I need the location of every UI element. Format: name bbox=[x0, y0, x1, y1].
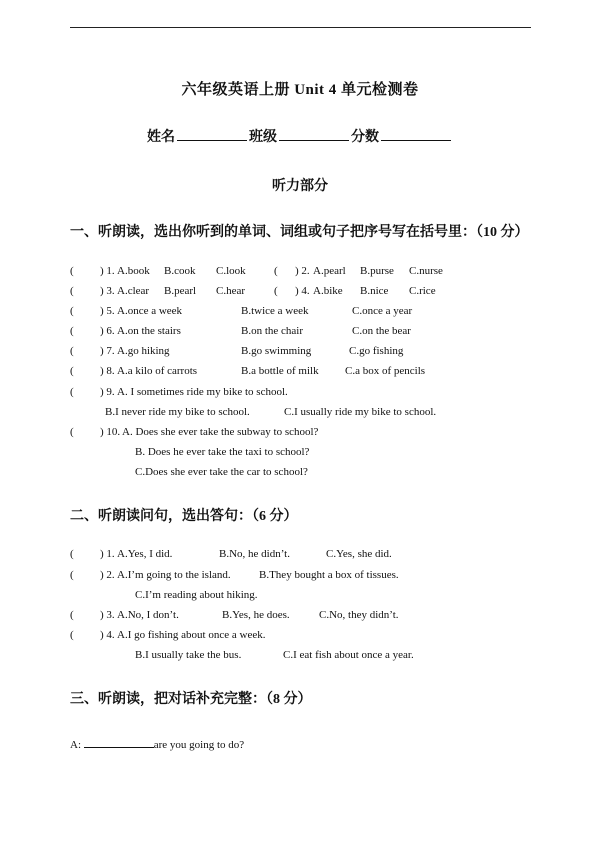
q6-number: ) 6. bbox=[100, 325, 115, 337]
q2-option-c: C.nurse bbox=[409, 265, 443, 277]
s2-q2-option-c: C.I’m reading about hiking. bbox=[135, 589, 258, 601]
q5-number: ) 5. bbox=[100, 305, 115, 317]
q7-number: ) 7. bbox=[100, 345, 115, 357]
q4-option-b: B.nice bbox=[360, 285, 389, 297]
q8-option-c: C.a box of pencils bbox=[345, 365, 426, 377]
section2-heading: 二、听朗读问句，选出答句：（6 分） bbox=[70, 509, 298, 524]
s2-q2-number: ) 2. bbox=[100, 569, 115, 581]
s2-q3-number: ) 3. bbox=[100, 609, 115, 621]
s2-q3-option-c: C.No, they didn’t. bbox=[319, 609, 399, 621]
q6-option-a: A.on the stairs bbox=[117, 325, 181, 337]
s2-q4-option-a: A.I go fishing about once a week. bbox=[117, 629, 266, 641]
s2-q1-open-paren[interactable]: ( bbox=[70, 548, 74, 560]
q9-option-c: C.I usually ride my bike to school. bbox=[284, 406, 437, 418]
q8-number: ) 8. bbox=[100, 365, 115, 377]
q5-open-paren[interactable]: ( bbox=[70, 305, 74, 317]
top-rule bbox=[70, 27, 531, 28]
score-label: 分数 bbox=[351, 130, 379, 145]
section3-heading: 三、听朗读，把对话补充完整：（8 分） bbox=[70, 692, 312, 707]
s2-q1-option-c: C.Yes, she did. bbox=[326, 548, 392, 560]
q4-option-c: C.rice bbox=[409, 285, 436, 297]
dialogue-blank-1[interactable] bbox=[84, 737, 154, 748]
q10-option-a: A. Does she ever take the subway to school? bbox=[122, 426, 319, 438]
q7-option-a: A.go hiking bbox=[117, 345, 170, 357]
speaker-a-label: A: bbox=[70, 739, 81, 751]
s2-q1-number: ) 1. bbox=[100, 548, 115, 560]
q4-number: ) 4. bbox=[295, 285, 310, 297]
q1-open-paren[interactable]: ( bbox=[70, 265, 74, 277]
q10-option-b: B. Does he ever take the taxi to school? bbox=[135, 446, 310, 458]
q3-option-a: A.clear bbox=[117, 285, 150, 297]
name-blank[interactable] bbox=[177, 128, 247, 141]
q4-option-a: A.bike bbox=[313, 285, 343, 297]
q9-option-a: A. I sometimes ride my bike to school. bbox=[117, 386, 288, 398]
q6-option-c: C.on the bear bbox=[352, 325, 411, 337]
q5-option-a: A.once a week bbox=[117, 305, 183, 317]
page-title: 六年级英语上册 Unit 4 单元检测卷 bbox=[181, 82, 419, 98]
q9-number: ) 9. bbox=[100, 386, 115, 398]
q6-option-b: B.on the chair bbox=[241, 325, 304, 337]
q3-option-c: C.hear bbox=[216, 285, 246, 297]
class-blank[interactable] bbox=[279, 128, 349, 141]
q2-number: ) 2. bbox=[295, 265, 310, 277]
s2-q4-number: ) 4. bbox=[100, 629, 115, 641]
q4-open-paren[interactable]: ( bbox=[274, 285, 278, 297]
q6-open-paren[interactable]: ( bbox=[70, 325, 74, 337]
score-blank[interactable] bbox=[381, 128, 451, 141]
q5-option-b: B.twice a week bbox=[241, 305, 309, 317]
s2-q1-option-a: A.Yes, I did. bbox=[117, 548, 173, 560]
q3-number: ) 3. bbox=[100, 285, 115, 297]
q1-number: ) 1. bbox=[100, 265, 115, 277]
section1-heading: 一、听朗读，选出你听到的单词、词组或句子把序号写在括号里：（10 分） bbox=[70, 225, 529, 240]
q2-option-b: B.purse bbox=[360, 265, 394, 277]
q7-option-c: C.go fishing bbox=[349, 345, 404, 357]
q2-open-paren[interactable]: ( bbox=[274, 265, 278, 277]
q3-option-b: B.pearl bbox=[164, 285, 197, 297]
q9-open-paren[interactable]: ( bbox=[70, 386, 74, 398]
s2-q3-option-b: B.Yes, he does. bbox=[222, 609, 290, 621]
q7-option-b: B.go swimming bbox=[241, 345, 312, 357]
q3-open-paren[interactable]: ( bbox=[70, 285, 74, 297]
q1-option-b: B.cook bbox=[164, 265, 196, 277]
dialogue-line-a-text: are you going to do? bbox=[153, 739, 245, 751]
q1-option-c: C.look bbox=[216, 265, 246, 277]
listening-subtitle: 听力部分 bbox=[272, 179, 328, 194]
q1-option-a: A.book bbox=[117, 265, 150, 277]
name-label: 姓名 bbox=[147, 130, 175, 145]
dialogue-line-a bbox=[70, 737, 244, 751]
q10-option-c: C.Does she ever take the car to school? bbox=[135, 466, 308, 478]
q5-option-c: C.once a year bbox=[352, 305, 413, 317]
s2-q2-option-b: B.They bought a box of tissues. bbox=[259, 569, 399, 581]
s2-q3-open-paren[interactable]: ( bbox=[70, 609, 74, 621]
class-label: 班级 bbox=[249, 130, 277, 145]
q10-number: ) 10. bbox=[100, 426, 121, 438]
s2-q2-open-paren[interactable]: ( bbox=[70, 569, 74, 581]
s2-q4-option-c: C.I eat fish about once a year. bbox=[283, 649, 414, 661]
q9-option-b: B.I never ride my bike to school. bbox=[105, 406, 250, 418]
s2-q1-option-b: B.No, he didn’t. bbox=[219, 548, 290, 560]
student-info-line bbox=[0, 126, 600, 146]
q8-option-b: B.a bottle of milk bbox=[241, 365, 319, 377]
q10-open-paren[interactable]: ( bbox=[70, 426, 74, 438]
s2-q2-option-a: A.I’m going to the island. bbox=[117, 569, 231, 581]
q2-option-a: A.pearl bbox=[313, 265, 346, 277]
q8-option-a: A.a kilo of carrots bbox=[117, 365, 198, 377]
q8-open-paren[interactable]: ( bbox=[70, 365, 74, 377]
s2-q3-option-a: A.No, I don’t. bbox=[117, 609, 179, 621]
s2-q4-open-paren[interactable]: ( bbox=[70, 629, 74, 641]
q7-open-paren[interactable]: ( bbox=[70, 345, 74, 357]
s2-q4-option-b: B.I usually take the bus. bbox=[135, 649, 242, 661]
